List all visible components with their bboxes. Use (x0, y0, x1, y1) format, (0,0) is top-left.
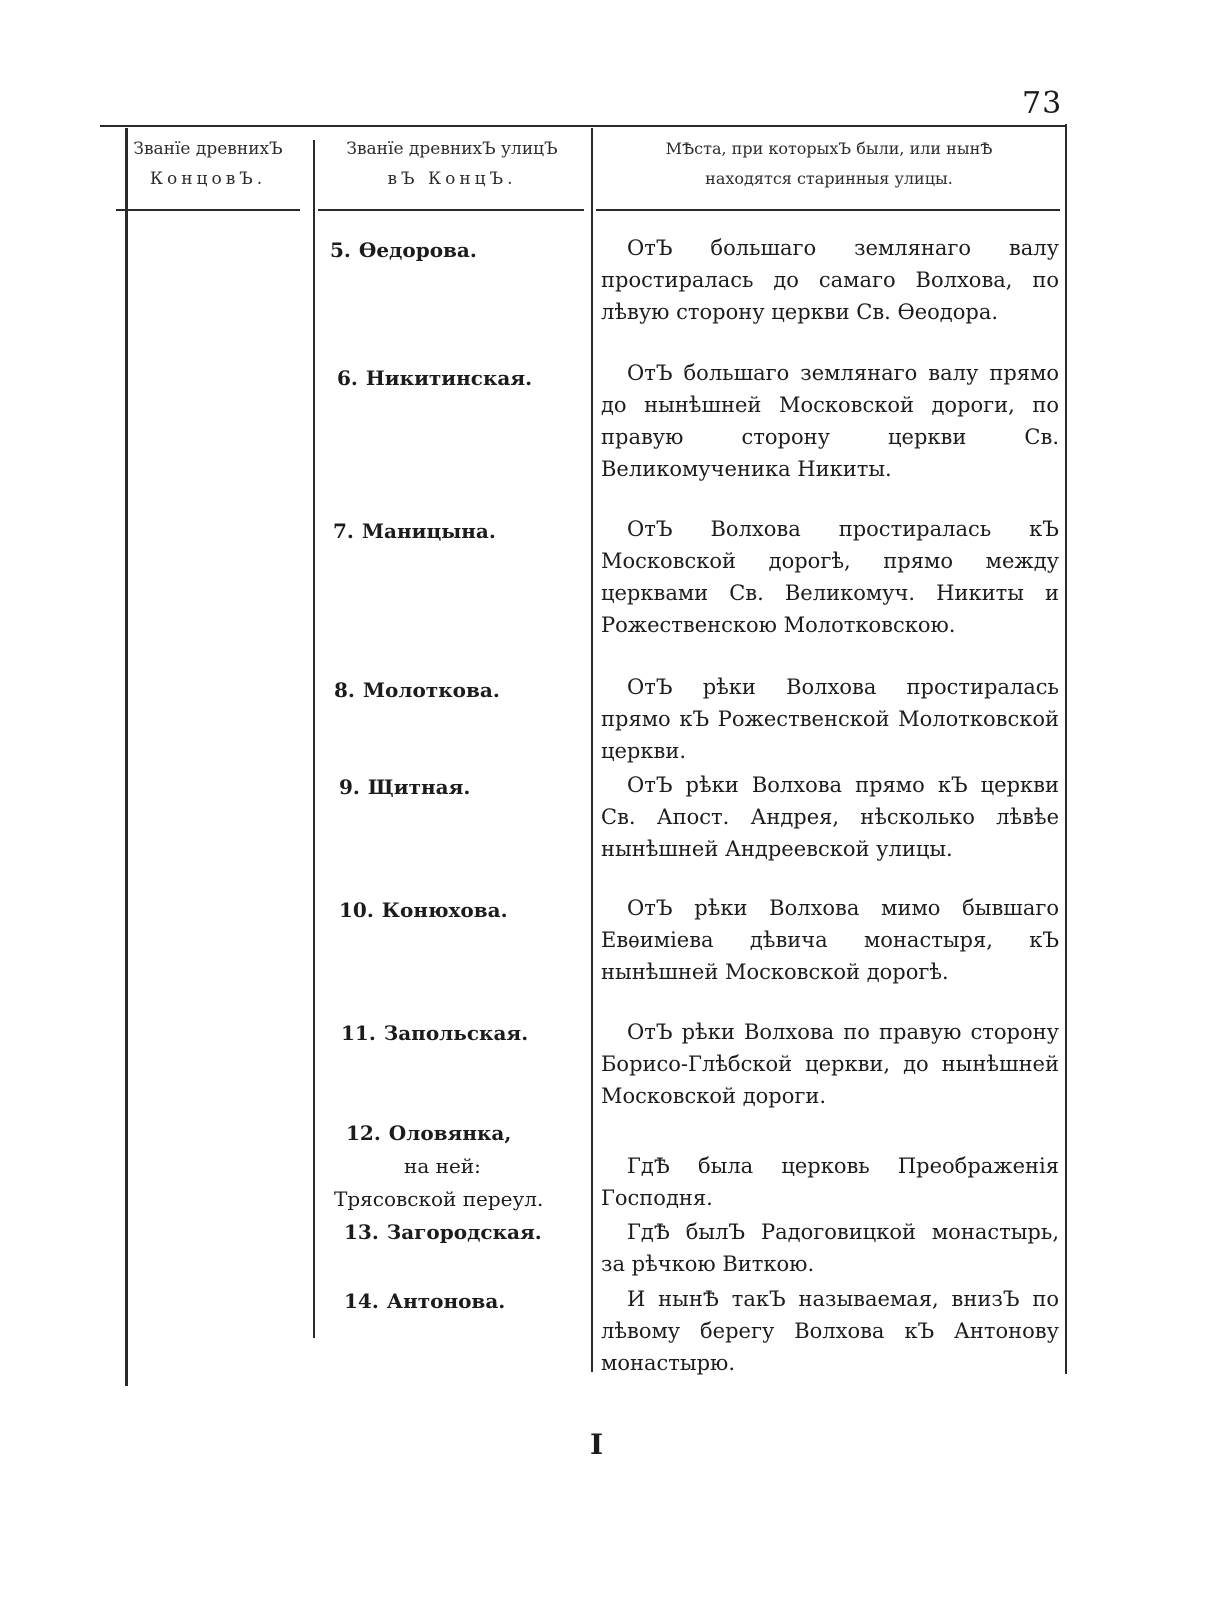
street-name (337, 362, 532, 395)
table-column-divider-1 (313, 140, 315, 1338)
street-label: Маницына. (361, 519, 496, 543)
street-location-description: И нынѢ такЪ называемая, внизЪ по лѣвому берегу Волхова кЪ Антонову монастырю. (601, 1287, 1059, 1375)
street-name (334, 1117, 543, 1216)
street-label: Конюхова. (381, 898, 508, 922)
street-number: 13. (344, 1220, 379, 1244)
header-places-line1: МѢста, при которыхЪ были, или нынѢ (665, 139, 993, 158)
street-name (344, 1216, 542, 1249)
header-streets-line1: Званїе древнихЪ улицЪ (346, 139, 558, 159)
street-label: Оловянка, (388, 1121, 512, 1145)
street-location-description: ГдѢ былЪ Радоговицкой монастырь, за рѣчкою Виткою. (601, 1220, 1059, 1276)
table-column-divider-2 (591, 128, 593, 1372)
street-label: Запольская. (383, 1021, 529, 1045)
header-ends-line1: Званїе древнихЪ (133, 139, 283, 159)
street-label: Щитная. (367, 775, 471, 799)
street-location-description: ОтЪ рѣки Волхова по правую сторону Борисо-Глѣбской церкви, до нынѣшней Московской дороги. (601, 1020, 1059, 1108)
signature-mark: I (590, 1428, 604, 1461)
street-number: 9. (339, 775, 360, 799)
street-label: Никитинская. (365, 366, 533, 390)
header-streets (314, 134, 590, 194)
street-location-description: ГдѢ была церковь Преображенія Господня. (601, 1154, 1059, 1210)
table-left-border (125, 128, 128, 1386)
street-number: 10. (339, 898, 374, 922)
street-location-description: ОтЪ Волхова простиралась кЪ Московской дорогѣ, прямо между церквами Св. Великомуч. Никиты и Рожественскою Молотковскою. (601, 517, 1059, 637)
street-label: Загородская. (386, 1220, 542, 1244)
street-location-description: ОтЪ большаго землянаго валу простиралась до самаго Волхова, по лѣвую сторону церкви Св. Ѳеодора. (601, 236, 1059, 324)
header-ends-line2: КонцовЪ. (149, 169, 267, 189)
header-streets-line2: вЪ КонцЪ. (387, 169, 517, 189)
street-location-description: ОтЪ рѣки Волхова прямо кЪ церкви Св. Апост. Андрея, нѣсколько лѣвѣе нынѣшней Андреевской улицы. (601, 773, 1059, 861)
street-sublabel: на ней: (404, 1154, 481, 1178)
header-places-line2: находятся старинныя улицы. (705, 169, 953, 188)
street-location-description: ОтЪ рѣки Волхова простиралась прямо кЪ Рожественской Молотковской церкви. (601, 675, 1059, 763)
street-label: Антонова. (386, 1289, 506, 1313)
street-number: 11. (341, 1021, 376, 1045)
header-rule-col2 (318, 209, 584, 211)
street-number: 7. (333, 519, 354, 543)
street-label: Ѳедорова. (358, 238, 477, 262)
street-name (330, 234, 477, 267)
table-top-rule (100, 125, 1066, 127)
street-number: 8. (334, 678, 355, 702)
street-number: 12. (346, 1121, 381, 1145)
street-number: 5. (330, 238, 351, 262)
page-number: 73 (1022, 86, 1063, 121)
street-name (334, 674, 500, 707)
street-name (344, 1285, 505, 1318)
street-number: 14. (344, 1289, 379, 1313)
header-rule-col3 (596, 209, 1060, 211)
street-name (341, 1017, 528, 1050)
street-label: Молоткова. (362, 678, 500, 702)
street-lane-label: Трясовской переул. (334, 1187, 544, 1211)
street-name (339, 771, 470, 804)
street-name (333, 515, 496, 548)
header-rule-col1 (116, 209, 300, 211)
header-places (594, 134, 1064, 194)
street-location-description: ОтЪ большаго землянаго валу прямо до нынѣшней Московской дороги, по правую сторону церкви Св. Великомученика Никиты. (601, 361, 1059, 481)
street-name (339, 894, 508, 927)
header-ends (108, 134, 308, 194)
street-number: 6. (337, 366, 358, 390)
table-right-border (1065, 124, 1067, 1374)
street-location-description: ОтЪ рѣки Волхова мимо бывшаго Евѳиміева дѣвича монастыря, кЪ нынѣшней Московской дорогѣ. (601, 896, 1059, 984)
